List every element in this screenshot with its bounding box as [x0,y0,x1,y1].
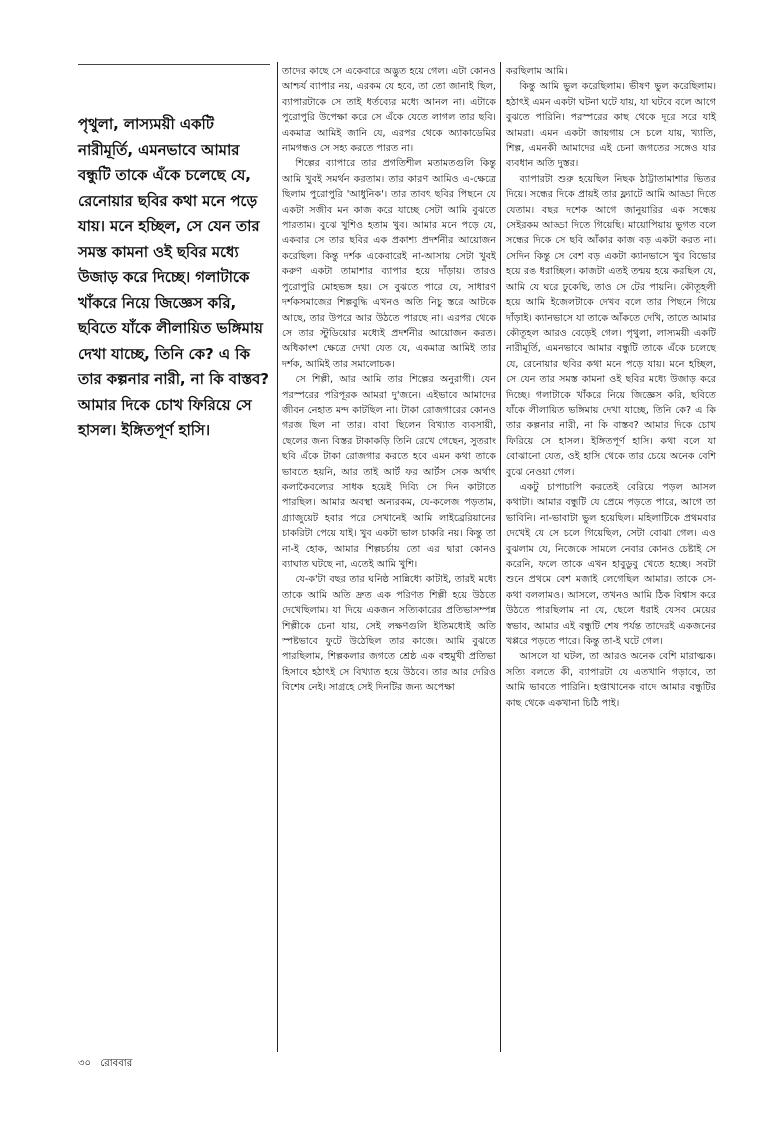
paragraph: তাদের কাছে সে একেবারে অদ্ভুত হয়ে গেল। এটা কোনও আশ্চর্য ব্যাপার নয়, এরকম যে হবে, তা তো জানাই ছিল, ব্যাপারটাকে সে তাই ধর্তব্যের মধ্যে আনল না। এটাকে পুরোপুরি উপেক্ষা করে সে এঁকে যেতে লাগল তার ছবি। একমাত্র আমিই জানি যে, এরপর থেকে অ্যাকাডেমির নামগন্ধও সে সহ্য করতে পারত না। [282,66,496,155]
publication-name: রোববার [100,1058,133,1069]
paragraph: শিল্পের ব্যাপারে তার প্রগতিশীল মতামতগুলি কিন্তু আমি খুবই সমর্থন করতাম। তার কারণ আমিও এ-ক্ষেত্রে ছিলাম পুরোপুরি 'আধুনিক'। তার তাবৎ ছবির পিছনে যে একটা সজীব মন কাজ করে যাচ্ছে সেটা আমি বুঝতে পারতাম। বুঝে খুশিও হতাম খুব। আমার মনে পড়ে যে, একবার সে তার ছবির এক প্রকাশ্য প্রদর্শনীর আয়োজন করেছিল। কিন্তু দর্শক একেবারেই না-আসায় সেটা খুবই করুণ একটা তামাশার ব্যাপার হয়ে দাঁড়ায়। তারও পুরোপুরি মোহভঙ্গ হয়। সে বুঝতে পারে যে, সাধারণ দর্শকসমাজের শিল্পবুদ্ধি এখনও অতি নিচু স্তরে আটকে আছে, তার উপরে আর উঠতে পারছে না। এরপর থেকে সে তার স্টুডিয়োর মধ্যেই প্রদর্শনীর আয়োজন করত। অধিকাংশ ক্ষেত্রে দেখা যেত যে, একমাত্র আমিই তার দর্শক, আমিই তার সমালোচক। [282,158,496,370]
column-divider [277,62,278,1052]
paragraph: আসলে যা ঘটল, তা আরও অনেক বেশি মারাত্মক। সত্যি বলতে কী, ব্যাপারটা যে এতখানি গড়াবে, তা আমি ভাবতে পারিনি। হপ্তাখানেক বাদে আমার বন্ধুটির কাছ থেকে একখানা চিঠি পাই। [506,651,716,709]
paragraph: করছিলাম আমি। [506,66,568,77]
column-divider [500,62,501,1052]
top-rule [78,64,270,65]
paragraph: ব্যাপারটা শুরু হয়েছিল নিছক ঠাট্টাতামাশার ভিতর দিয়ে। সন্ধের দিকে প্রায়ই তার ফ্ল্যাটে আমি আড্ডা দিতে যেতাম। বছর দশেক আগে জানুয়ারির এক সন্ধেয় সেইরকম আড্ডা দিতে গিয়েছি। মায়োপিয়ায় ভুগত বলে সন্ধের দিকে সে ছবি আঁকার কাজ বড় একটা করত না। সেদিন কিন্তু সে বেশ বড় একটা ক্যানভাসে খুব বিভোর হয়ে রঙ ধরাচ্ছিল। কাজটা এতই তন্ময় হয়ে করছিল যে, আমি যে ঘরে ঢুকেছি, তাও সে টের পায়নি। কৌতূহলী হয়ে আমি ইজেলটাকে দেখব বলে তার পিছনে গিয়ে দাঁড়াই। ক্যানভাসে যা তাকে আঁকতে দেখি, তাতে আমার কৌতূহল আরও বেড়েই গেল। পৃথুলা, লাস্যময়ী একটি নারীমূর্তি, এমনভাবে আমার বন্ধুটি তাকে এঁকে চলেছে যে, রেনোয়ার ছবির কথা মনে পড়ে যায়। মনে হচ্ছিল, সে যেন তার সমস্ত কামনা ওই ছবির মধ্যে উজাড় করে দিচ্ছে। গলাটাকে খাঁকরে নিয়ে জিজ্ঞেস করি, ছবিতে যাঁকে লীলায়িত ভঙ্গিমায় দেখা যাচ্ছে, তিনি কে? এ কি তার কল্পনার নারী, না কি বাস্তব? আমার দিকে চোখ ফিরিয়ে সে হাসল। ইঙ্গিতপূর্ণ হাসি। কথা বলে যা বোঝানো যেত, ওই হাসি থেকে তার চেয়ে অনেক বেশি বুঝে নেওয়া গেল। [506,173,716,478]
text-column-right [506,64,716,1050]
paragraph: কিন্তু আমি ভুল করেছিলাম। ভীষণ ভুল করেছিলাম। হঠাৎই এমন একটা ঘটনা ঘটে যায়, যা ঘটবে বলে আগে বুঝতে পারিনি। পরস্পরের কাছ থেকে দূরে সরে যাই আমরা। এমন একটা জায়গায় সে চলে যায়, খ্যাতি, শিল্প, এমনকী আমাদের এই চেনা জগতের সঙ্গেও যার ব্যবধান অতি দুস্তর। [506,81,716,170]
text-column-middle [282,64,496,1050]
page-number: ৩০ [78,1058,92,1069]
pull-quote: পৃথুলা, লাস্যময়ী একটি নারীমূর্তি, এমনভাবে আমার বন্ধুটি তাকে এঁকে চলেছে যে, রেনোয়ার ছবির কথা মনে পড়ে যায়। মনে হচ্ছিল, সে যেন তার সমস্ত কামনা ওই ছবির মধ্যে উজাড় করে দিচ্ছে। গলাটাকে খাঁকরে নিয়ে জিজ্ঞেস করি, ছবিতে যাঁকে লীলায়িত ভঙ্গিমায় দেখা যাচ্ছে, তিনি কে? এ কি তার কল্পনার নারী, না কি বাস্তব? আমার দিকে চোখ ফিরিয়ে সে হাসল। ইঙ্গিতপূর্ণ হাসি। [78,115,269,439]
page-footer [78,1057,138,1071]
paragraph: সে শিল্পী, আর আমি তার শিল্পের অনুরাগী। যেন পরস্পরের পরিপূরক আমরা দু'জনে। এইভাবে আমাদের জীবন নেহাত মন্দ কাটছিল না। টাকা রোজগারের কোনও গরজ ছিল না তার। বাবা ছিলেন বিখ্যাত ব্যবসায়ী, ছেলের জন্য বিস্তর টাকাকড়ি তিনি রেখে গেছেন, সুতরাং ছবি এঁকে টাকা রোজগার করতে হবে এমন কথা তাকে ভাবতে হয়নি, আর তাই আর্ট ফর আর্টস সেক অর্থাৎ কলাকৈবল্যের সাধক হয়েই দিব্যি সে দিন কাটাতে পারছিল। আমার অবস্থা অন্যরকম, যে-কলেজ পড়তাম, গ্র্যাজুয়েট হবার পরে সেখানেই আমি লাইব্রেরিয়ানের চাকরিটা পেয়ে যাই। খুব একটা ভাল চাকরি নয়। কিন্তু তা না-ই হোক, আমার শিল্পচর্চায় তো এর দ্বারা কোনও ব্যাঘাত ঘটছে না, এতেই আমি খুশি। [282,374,496,570]
paragraph: একটু চাপাচাপি করতেই বেরিয়ে পড়ল আসল কথাটা। আমার বন্ধুটি যে প্রেমে পড়তে পারে, আগে তা ভাবিনি। না-ভাবাটা ভুল হয়েছিল। মহিলাটিকে প্রথমবার দেখেই যে সে চলে গিয়েছিল, সেটা বোঝা গেল। এও বুঝলাম যে, নিজেকে সামলে নেবার কোনও চেষ্টাই সে করেনি, ফলে তাকে এখন হাবুডুবু খেতে হচ্ছে। সবটা শুনে প্রথমে বেশ মজাই লেগেছিল আমার। তাকে সে-কথা বললামও। আসলে, তখনও আমি ঠিক বিশ্বাস করে উঠতে পারছিলাম না যে, ছেলে ধরাই যেসব মেয়ের স্বভাব, আমার এই বন্ধুটি শেষ পর্যন্ত তাদেরই একজনের খপ্পরে পড়তে পারে। কিন্তু তা-ই ঘটে গেল। [506,481,716,648]
paragraph: যে-ক'টা বছর তার ঘনিষ্ঠ সান্নিধ্যে কাটাই, তারই মধ্যে তাকে আমি অতি দ্রুত এক পরিণত শিল্পী হয়ে উঠতে দেখেছিলাম। যা দিয়ে একজন সত্যিকারের প্রতিভাসম্পন্ন শিল্পীকে চেনা যায়, সেই লক্ষণগুলি ইতিমধ্যেই অতি স্পষ্টভাবে ফুটে উঠেছিল তার কাজে। আমি বুঝতে পারছিলাম, শিল্পকলার জগতে শ্রেষ্ঠ এক বহুমুখী প্রতিভা হিসাবে হঠাৎই সে বিখ্যাত হয়ে উঠবে। তার আর দেরিও বিশেষ নেই। সাগ্রহে সেই দিনটির জন্য অপেক্ষা [282,574,496,694]
